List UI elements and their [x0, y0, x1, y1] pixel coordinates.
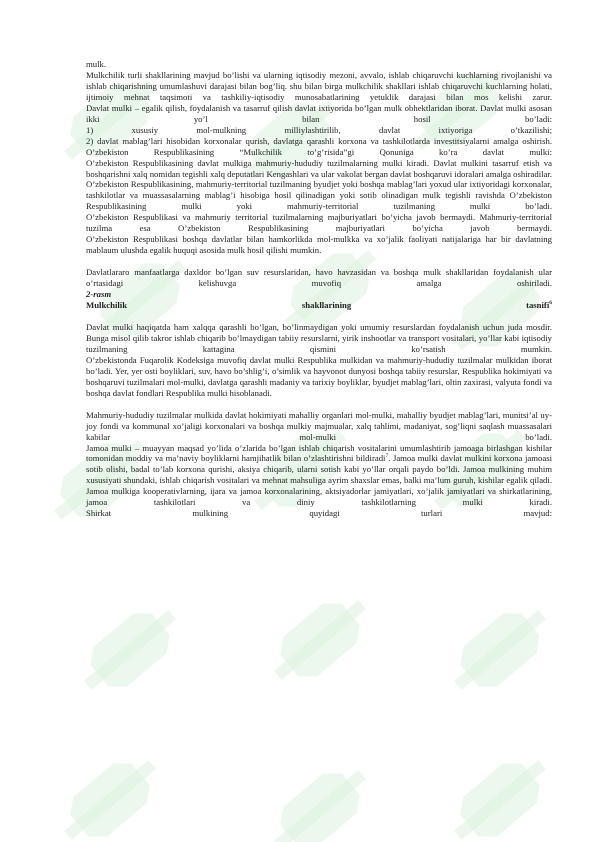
paragraph-text: Davlat mulki – egalik qilish, foydalanish va tasarruf qilish davlat ixtiyorida bo’lgan mulk obhektlaridan iborat. Davlat mulki asosan ikki yo’l bilan hosil bo’ladi:	[86, 102, 552, 124]
paragraph-text: Jamoa mulki – muayyan maqsad yo’lida o’zlarida bo’lgan ishlab chiqarish vositalarini umumlashtirib jamoaga birlashgan kishilar tomonidan moddiy va ma’naviy boyliklarni hamjihatlik bilan o’zlashtirishni bildiradi	[86, 442, 552, 464]
paragraph-text: Davlatlararo manfaatlarga daxldor bo’lgan suv resurslaridan, havo havzasidan va boshqa mulk shakllaridan foydalanish ular o’rtasidagi kelishuvga muvofiq amalga oshiriladi.	[86, 267, 552, 289]
body-paragraph	[86, 59, 552, 70]
body-paragraph	[86, 443, 552, 509]
body-paragraph	[86, 70, 552, 103]
paragraph-text: Mulkchilik turli shakllarining mavjud bo’lishi va ularning iqtisodiy mezoni, avvalo, ishlab chiqaruvchi kuchlarning rivojlanishi va ishlab chiqarishning umumlashuvi darajasi bilan bog’liq. shu bilan birga mulkchilik shakllari ishlab chiqaruvchi kuchlarning holati, ijtimoiy mehnat taqsimoti va tashkiliy-iqtisodiy munosabatlarining yetuklik darajasi bilan mos kelishi zarur.	[86, 69, 552, 102]
watermark-stamp	[261, 585, 379, 696]
body-paragraph	[86, 355, 552, 399]
footnote-marker[interactable]: 6	[549, 300, 552, 307]
paragraph-spacer	[86, 399, 552, 410]
paragraph-text: Shirkat mulkining quyidagi turlari mavjud:	[86, 508, 552, 519]
body-paragraph	[86, 103, 552, 125]
paragraph-text: 1) xususiy mol-mulkning milliylashtirilib, davlat ixtiyoriga o’tkazilishi;	[86, 124, 552, 135]
paragraph-text: O’zbekiston Respublikasining davlat mulkiga mahmuriy-hududiy tuzilmalarning mulki kiradi. Davlat mulkini tasarruf etish va boshqarishni xalq nomidan tegishli xalq deputatlari Kengashlari va ular vakolat bergan davlat boshqaruvi idoralari amalga oshiradilar.	[86, 157, 552, 179]
paragraph-spacer	[86, 311, 552, 322]
body-paragraph	[86, 125, 552, 136]
body-paragraph	[86, 267, 552, 289]
footnote-marker[interactable]: 7	[385, 453, 389, 460]
body-paragraph	[86, 322, 552, 355]
paragraph-text: O’zbekiston Respublikasi va mahmuriy territorial tuzilmalarning majburiyatlari bo’yicha javob bermaydi. Mahmuriy-territorial tuzilma esa O’zbekiston Respublikasining majburiyatlari bo’yicha javob bermaydi.	[86, 212, 552, 234]
watermark-stamp	[441, 595, 559, 706]
paragraph-text: Mulkchilik shakllarining tasnifi	[86, 300, 550, 311]
watermark-stamp	[261, 755, 379, 842]
paragraph-text: 2-rasm	[86, 289, 112, 300]
body-paragraph	[86, 289, 552, 300]
document-page	[86, 59, 552, 519]
body-paragraph	[86, 212, 552, 234]
body-paragraph	[86, 234, 552, 256]
body-paragraph	[86, 300, 552, 311]
paragraph-text: O’zbekiston Respublikasining, mahmuriy-territorial tuzilmaning byudjet yoki boshqa mablag’lari yoxud ular ixtiyoridagi korxonalar, tashkilotlar va muassasalarning mablag’i hisobiga hosil qilinadigan yoki sotib olinadigan mulk tegishli ravishda O’zbekiston Respublikasining mulki yoki mahmuriy-territorial tuzilmaning mulki bo’ladi.	[86, 179, 552, 212]
body-paragraph	[86, 158, 552, 180]
body-paragraph	[86, 136, 552, 147]
watermark-stamp	[71, 595, 189, 706]
paragraph-text: mulk.	[86, 59, 107, 69]
paragraph-spacer	[86, 256, 552, 267]
paragraph-text: O’zbekiston Respublikasi boshqa davlatlar bilan hamkorlikda mol-mulkka va xo’jalik faoliyati natijalariga har bir davlatning mablaum ulushda egalik huquqi asosida mulk hosil qilishi mumkin.	[86, 234, 552, 256]
paragraph-text: Davlat mulki haqiqatda ham xalqqa qarashli bo’lgan, bo’linmaydigan yoki umumiy resurslardan foydalanish uchun juda mosdir. Bunga misol qilib takror ishlab chiqarib bo’lmaydigan tabiiy resurslarni, yirik inshootlar va transport vositalari, yo’llar kabi iqtisodiy tuzilmaning kattagina qismini ko’rsatish mumkin.	[86, 321, 552, 354]
body-paragraph	[86, 508, 552, 519]
paragraph-text: Mahmuriy-hududiy tuzilmalar mulkida davlat hokimiyati mahalliy organlari mol-mulki, mahalliy byudjet mablag’lari, munitsi’al uy-joy fondi va kommunal xo’jaligi korxonalari va boshqa mulkiy majmualar, xalq tahlimi, madaniyat, sog’liqni saqlash muassasalari kabilar mol-mulki bo’ladi.	[86, 409, 552, 442]
watermark-stamp	[51, 745, 169, 842]
paragraph-text-continued: . Jamoa mulki davlat mulkini korxona jamoasi sotib olishi, badal to’lab korxona qurishi, aksiya chiqarib, ularni sotish kabi yo’llar orqali paydo bo’ldi. Jamoa mulkining muhim xususiyati shundaki, ishlab chiqarish vositalari va mehnat mahsuliga ayrim shaxslar emas, balki ma’lum guruh, kishilar egalik qiladi. Jamoa mulkiga kooperativlarning, ijara va jamoa korxonalarining, aktsiyadorlar jamiyatlari, xo’jalik jamiyatlari va shirkatlarining, jamoa tashkilotlari va diniy tashkilotlarning mulki kiradi.	[86, 453, 552, 508]
paragraph-text: 2) davlat mablag’lari hisobidan korxonalar qurish, davlatga qarashli korxona va tashkilotlarda investitsiyalarni amalga oshirish.	[86, 135, 552, 146]
paragraph-text: O’zbekistonda Fuqarolik Kodeksiga muvofiq davlat mulki Respublika mulkidan va mahmuriy-hududiy tuzilmalar mulkidan iborat bo’ladi. Yer, yer osti boyliklari, suv, havo bo’shlig’i, o’simlik va hayvonot dunyosi boshqa tabiiy resurslar, Respublika hokimiyati va boshqaruvi tuzilmalari mol-mulki, davlatga qarashli madaniy va tarixiy boyliklar, byudjet mablag’lari, oltin zaxirasi, valyuta fondi va boshqa davlat fondlari Respublika mulki hisoblanadi.	[86, 354, 552, 398]
paragraph-text: O’zbekiston Respublikasining “Mulkchilik to’g’risida”gi Qonuniga ko’ra davlat mulki:	[86, 146, 552, 157]
body-paragraph	[86, 179, 552, 212]
watermark-stamp	[441, 745, 559, 842]
body-paragraph	[86, 410, 552, 443]
body-paragraph	[86, 147, 552, 158]
